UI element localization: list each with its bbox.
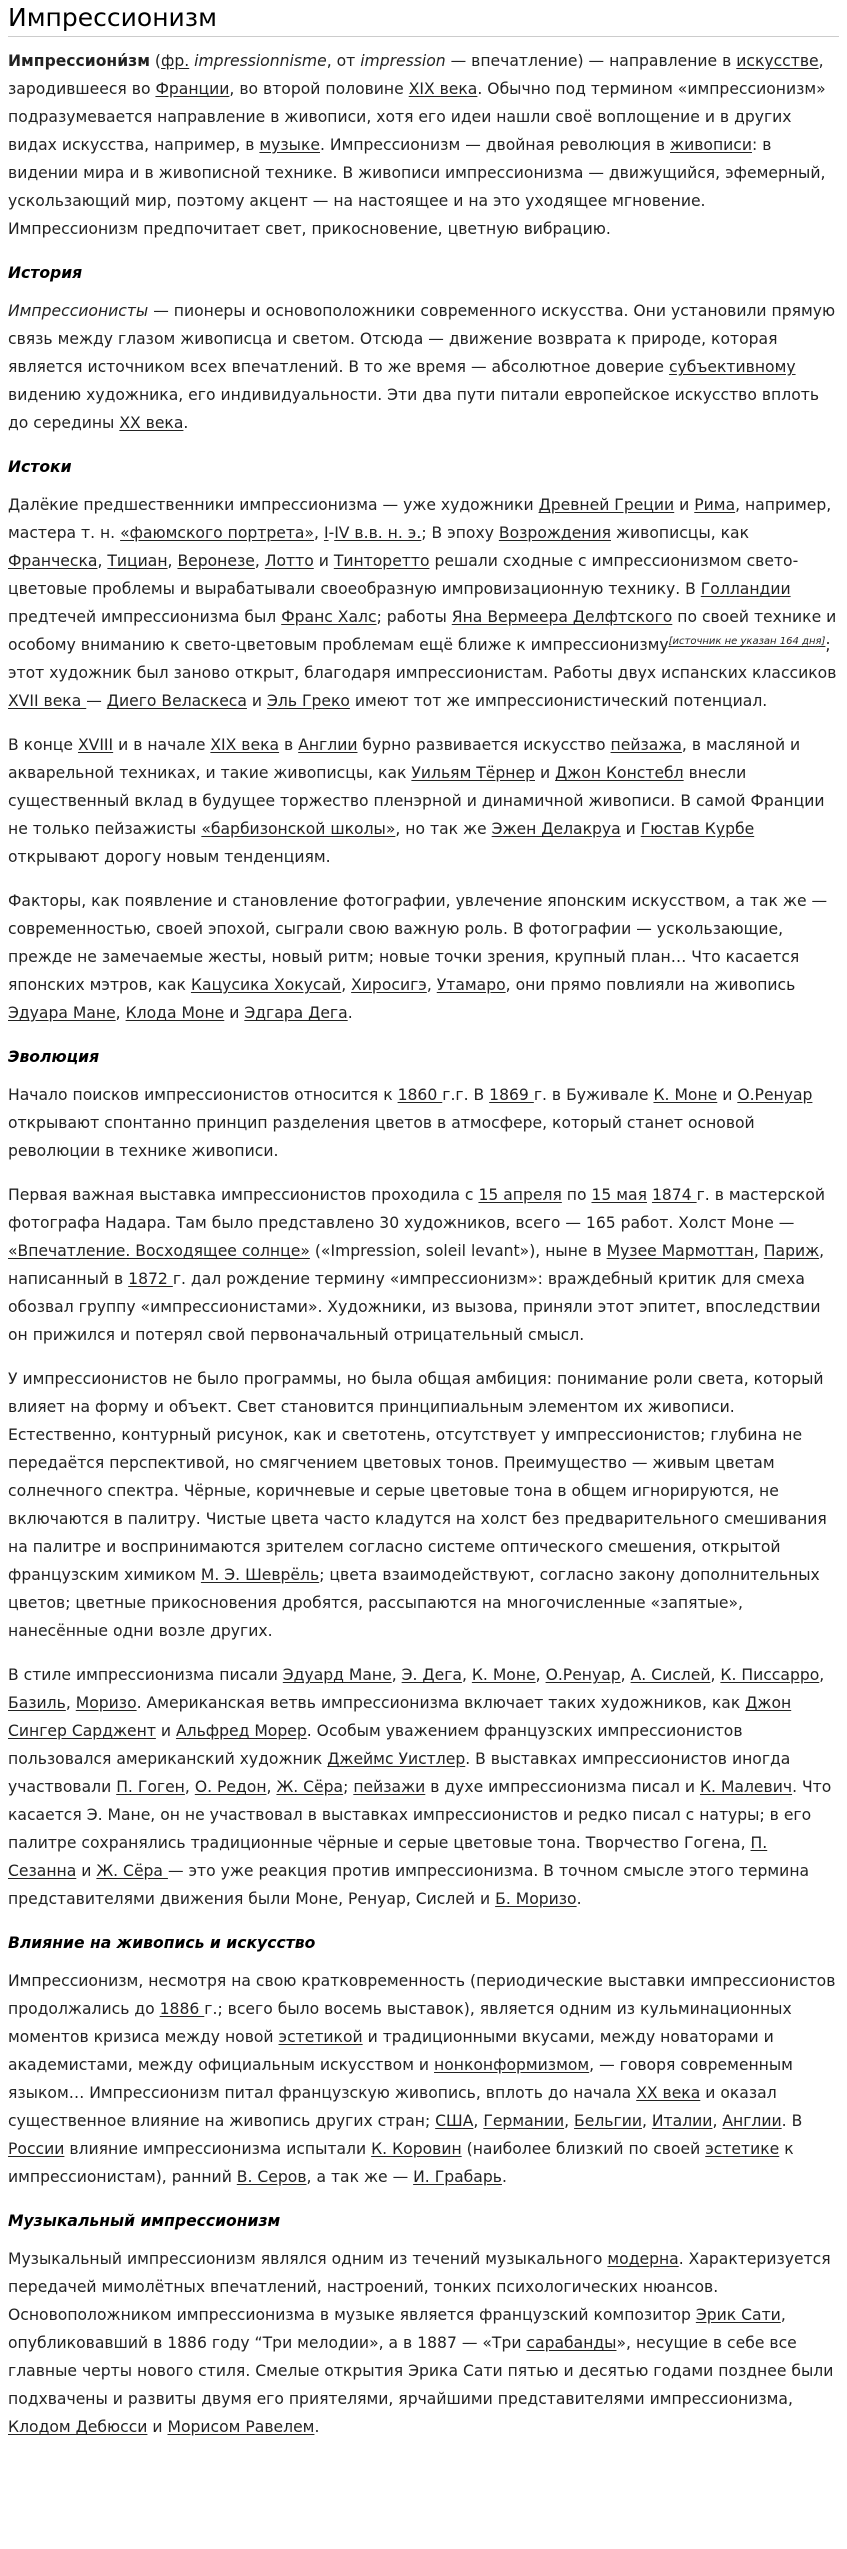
text-run: г. в Буживале [533,1086,654,1104]
text-run: , в масляной и акварельной техниках, и такие живописцы, как [8,736,801,782]
wiki-link[interactable]: Морисом Равелем [167,2418,315,2436]
text-run: - [328,524,335,542]
text-run: — это уже реакция против импрессионизма. В точном смысле этого термина представителями движения были Моне, Ренуар, Сислей и [8,1862,810,1908]
wiki-link[interactable]: Германии [483,2112,565,2130]
wiki-link[interactable]: Джон Сингер Сарджент [8,1694,792,1740]
section-heading: Влияние на живопись и искусство [8,1934,316,1952]
text-run: , [254,552,265,570]
text-run: живописцы, как [611,524,750,542]
text-run: г. дал рождение термину «импрессионизм»: враждебный критик для смеха обозвал группу «импрессионистами». Художники, из вызова, приняли этот эпитет, впоследствии он прижился и потерял свой первоначальный отрицательный смысл. [8,1270,821,1344]
wiki-link[interactable]: модерна [607,2250,679,2268]
text-run: по [561,1186,592,1204]
text-run: , [341,976,352,994]
text-run: . Что касается Э. Мане, он не участвовал в выставках импрессионистов и редко писал с натуры; в его палитре сохранялись традиционные чёрные и серые цветовые тона. Творчество Гогена, [8,1778,832,1852]
italic-term: impression [360,52,446,70]
text-run: , [65,1694,76,1712]
paragraph [8,491,839,715]
wiki-link[interactable]: Гюстав Курбе [640,820,755,838]
wiki-link[interactable]: фр. [161,52,190,70]
wiki-link[interactable]: России [8,2140,65,2158]
text-run: — [86,692,107,710]
text-run: , [167,552,178,570]
wiki-link[interactable]: Италии [651,2112,713,2130]
text-run: ( [149,52,161,70]
wiki-link[interactable]: Бельгии [574,2112,642,2130]
wiki-link[interactable]: XX века [636,2084,701,2102]
paragraph [8,1181,839,1349]
wiki-link[interactable]: Моризо [75,1694,137,1712]
text-run: », несущие в себе все главные черты нового стиля. Смелые открытия Эрика Сати пятью и десятью годами позднее были подхвачены и развиты двумя его приятелями, ярчайшими представителями импрессионизма, [8,2334,834,2408]
wiki-link[interactable]: Джеймс Уистлер [327,1750,466,1768]
text-run: , — говоря современным языком… Импрессионизм питал французскую живопись, вплоть до начала [8,2056,793,2102]
italic-term: Импрессионисты [8,302,149,320]
wiki-link[interactable]: Э. Дега [401,1666,462,1684]
text-run: и оказал существенное влияние на живопись других стран; [8,2084,777,2130]
wiki-link[interactable]: XIX века [210,736,280,754]
wiki-link[interactable]: Эжен Делакруа [491,820,621,838]
wiki-link[interactable]: Эдгара Дега [244,1004,348,1022]
text-run: и традиционными вкусами, между новаторами и академистами, между официальным искусством и [8,2028,774,2074]
wiki-link[interactable]: XVII века [8,692,87,710]
wiki-link[interactable]: XVIII [77,736,114,754]
wiki-link[interactable]: Эрик Сати [695,2306,781,2324]
page-title: Импрессионизм [8,2,839,37]
wiki-link[interactable]: Древней Греции [538,496,675,514]
wiki-link[interactable]: К. Коровин [371,2140,462,2158]
article-page [0,2,847,2441]
text-run: открывают дорогу новым тенденциям. [8,848,331,866]
text-run: , [97,552,108,570]
text-run: и [674,496,695,514]
wiki-link[interactable]: пейзажи [353,1778,426,1796]
text-run: г. в мастерской фотографа Надара. Там было представлено 30 художников, всего — 165 работ. Холст Моне — [8,1186,825,1232]
text-run: видению художника, его индивидуальности. Эти два пути питали европейское искусство вплоть до середины [8,386,820,432]
text-run: и [76,1862,97,1880]
wiki-link[interactable]: П. Сезанна [8,1834,768,1880]
wiki-link[interactable]: Джон Констебл [555,764,684,782]
wiki-link[interactable]: О.Ренуар [545,1666,621,1684]
wiki-link[interactable]: Альфред Морер [175,1722,307,1740]
text-run: , [620,1666,631,1684]
text-run: , [641,2112,652,2130]
wiki-link[interactable]: К. Писсарро [720,1666,820,1684]
wiki-link[interactable]: «Впечатление. Восходящее солнце» [8,1242,310,1260]
paragraph [8,297,839,437]
wiki-link[interactable]: Клодом Дебюсси [8,2418,148,2436]
wiki-link[interactable]: 1860 [397,1086,443,1104]
text-run: , от [326,52,361,70]
wiki-link[interactable]: Эдуара Мане [8,1004,116,1022]
wiki-link[interactable]: «фаюмского портрета» [120,524,315,542]
citation-needed-link[interactable]: [источник не указан 164 дня] [668,635,826,647]
text-run: . В [781,2112,803,2130]
text-run: влияние импрессионизма испытали [64,2140,372,2158]
text-run: . [347,1004,353,1022]
text-run: к импрессионистам), ранний [8,2140,794,2186]
wiki-link[interactable]: О. Редон [194,1778,267,1796]
section-heading: История [8,264,83,282]
wiki-link[interactable]: Эдуард Мане [282,1666,392,1684]
text-run: ; [343,1778,354,1796]
wiki-link[interactable]: пейзажа [610,736,682,754]
text-run: Факторы, как появление и становление фотографии, увлечение японским искусством, а так же — современностью, своей эпохой, сыграли свою важную роль. В фотографии — ускользающие, прежде не замечаемые жесты, новый ритм; новые точки зрения, крупный план… Что касается японских мэтров, как [8,892,828,994]
wiki-link[interactable]: 15 мая [591,1186,647,1204]
wiki-link[interactable]: Лотто [264,552,314,570]
wiki-link[interactable]: И. Грабарь [413,2168,502,2186]
text-run: решали сходные с импрессионизмом свето-цветовые проблемы и вырабатывали своеобразную импровизационную технику. В [8,552,799,598]
text-run: предтечей импрессионизма был [8,608,282,626]
wiki-link[interactable]: Хиросигэ [351,976,427,994]
text-run: . В выставках импрессионистов иногда участвовали [8,1750,791,1796]
wiki-link[interactable]: музыке [259,136,320,154]
text-run: В конце [8,736,78,754]
text-run: г.г. В [442,1086,490,1104]
wiki-link[interactable]: Тициан [107,552,168,570]
paragraph [8,1365,839,1645]
wiki-link[interactable]: 1869 [489,1086,534,1104]
text-run: , они прямо повлияли на живопись [505,976,796,994]
wiki-link[interactable]: сарабанды [526,2334,617,2352]
text-run: и [620,820,641,838]
text-run: . [501,2168,507,2186]
text-run: , во второй половине [229,80,409,98]
wiki-link[interactable]: Тинторетто [333,552,430,570]
text-run: . Обычно под термином «импрессионизм» подразумевается направление в живописи, хотя его идеи нашли своё воплощение и в других видах искусства, например, в [8,80,826,154]
wiki-link[interactable]: Ж. Сёра [96,1862,168,1880]
text-run: и [147,2418,168,2436]
wiki-link[interactable]: Англии [298,736,358,754]
wiki-link[interactable]: Музее Мармоттан [606,1242,754,1260]
wiki-link[interactable]: «барбизонской школы» [201,820,396,838]
wiki-link[interactable]: 1872 [128,1270,173,1288]
wiki-link[interactable]: искусстве [736,52,819,70]
wiki-link[interactable]: Уильям Тёрнер [411,764,535,782]
text-run: внесли существенный вклад в будущее торжество пленэрной и динамичной живописи. В самой Франции не только пейзажисты [8,764,825,838]
italic-term: impressionnisme [189,52,327,70]
paragraph [8,731,839,871]
text-run: г.; всего было восемь выставок), является одним из кульминационных моментов кризиса между новой [8,2000,792,2046]
text-run: , [391,1666,402,1684]
wiki-link[interactable]: 1886 [159,2000,205,2018]
text-run: , [473,2112,484,2130]
wiki-link[interactable]: 1874 [651,1186,697,1204]
text-run: . Особым уважением французских импрессионистов пользовался американский художник [8,1722,743,1768]
text-run: и [313,552,334,570]
text-run: , [564,2112,575,2130]
wiki-link[interactable]: М. Э. Шеврёль [200,1566,320,1584]
text-run: , например, мастера т. н. [8,496,832,542]
text-run: : в видении мира и в живописной технике. В живописи импрессионизма — движущийся, эфемерный, ускользающий мир, поэтому акцент — на настоящее и на это уходящее мгновение. Импрессионизм предпочитает свет, прикосновение, цветную вибрацию. [8,136,826,238]
wiki-link[interactable]: Франческа [8,552,98,570]
text-run: Музыкальный импрессионизм являлся одним из течений музыкального [8,2250,608,2268]
wiki-link[interactable]: 15 апреля [478,1186,562,1204]
wiki-link[interactable]: П. Гоген [116,1778,185,1796]
text-run: и [246,692,267,710]
text-run: в [279,736,299,754]
wiki-link[interactable]: I [323,524,329,542]
text-run: ; работы [376,608,452,626]
text-run: ; В эпоху [421,524,499,542]
text-run: , [712,2112,723,2130]
text-run: ; цвета взаимодействуют, согласно закону дополнительных цветов; цветные прикосновения дробятся, рассыпаются на многочисленные «запятые», нанесённые одни возле других. [8,1566,820,1640]
text-run: (наиболее близкий по своей [461,2140,706,2158]
paragraph [8,1081,839,1165]
wiki-link[interactable]: О.Ренуар [737,1086,813,1104]
wiki-link[interactable]: Эль Греко [267,692,350,710]
wiki-link[interactable]: Яна Вермеера Делфтского [451,608,673,626]
text-run: , опубликовавший в 1886 году “Три мелодии», а в 1887 — «Три [8,2306,786,2352]
text-run: , зародившееся во [8,52,824,98]
wiki-link[interactable]: Б. Моризо [495,1890,577,1908]
text-run: . [314,2418,320,2436]
wiki-link[interactable]: IV в.в. н. э. [334,524,422,542]
section-heading: Эволюция [8,1048,100,1066]
text-run: , [266,1778,277,1796]
wiki-link[interactable]: А. Сислей [630,1666,711,1684]
text-run: ; этот художник был заново открыт, благодаря импрессионистам. Работы двух испанских классиков [8,636,837,682]
text-run: и [535,764,556,782]
paragraph [8,2245,839,2441]
paragraph [8,1661,839,1913]
wiki-link[interactable]: XIX века [408,80,478,98]
wiki-link[interactable]: Голландии [700,580,791,598]
wiki-link[interactable]: Кацусика Хокусай [190,976,342,994]
text-run: — пионеры и основоположники современного искусства. Они установили прямую связь между глазом живописца и светом. Отсюда — движение возврата к природе, которая является источником всех впечатлений. В то же время — абсолютное доверие [8,302,836,376]
wiki-link[interactable]: К. Малевич [699,1778,793,1796]
wiki-link[interactable]: Клода Моне [125,1004,225,1022]
wiki-link[interactable]: XX века [119,414,184,432]
text-run: , [535,1666,546,1684]
wiki-link[interactable]: Рима [694,496,736,514]
text-run: и [224,1004,245,1022]
wiki-link[interactable]: субъективному [668,358,796,376]
text-run: . [183,414,189,432]
wiki-link[interactable]: К. Моне [471,1666,536,1684]
text-run: Первая важная выставка импрессионистов проходила с [8,1186,479,1204]
section-heading: Истоки [8,458,72,476]
text-run: . Характеризуется передачей мимолётных впечатлений, настроений, тонких психологических нюансов. Основоположником импрессионизма в музыке является французский композитор [8,2250,831,2324]
text-run: В стиле импрессионизма писали [8,1666,283,1684]
text-run: , написанный в [8,1242,825,1288]
citation-needed [669,636,826,647]
text-run: , [710,1666,721,1684]
wiki-link[interactable]: Англии [722,2112,782,2130]
wiki-link[interactable]: Франс Халс [281,608,377,626]
text-run: . [576,1890,582,1908]
wiki-link[interactable]: В. Серов [236,2168,307,2186]
text-run: , а так же — [306,2168,414,2186]
wiki-link[interactable]: Веронезе [177,552,255,570]
text-run: Импрессионизм, несмотря на свою кратковременность (периодические выставки импрессионистов продолжались до [8,1972,836,2018]
bold-term: Импрессиони́зм [8,52,150,70]
text-run: открывают спонтанно принцип разделения цветов в атмосфере, который станет основой революции в технике живописи. [8,1114,755,1160]
text-run: , [819,1666,825,1684]
text-run: , но так же [395,820,492,838]
text-run: Далёкие предшественники импрессионизма — уже художники [8,496,539,514]
wiki-link[interactable]: Утамаро [436,976,506,994]
text-run: , [184,1778,195,1796]
wiki-link[interactable]: Ж. Сёра [276,1778,344,1796]
text-run: , [426,976,437,994]
text-run: У импрессионистов не было программы, но была общая амбиция: понимание роли света, который влияет на форму и объект. Свет становится принципиальным элементом их живописи. Естественно, контурный рисунок, как и светотень, отсутствует у импрессионистов; глубина не передаётся перспективой, но смягчением цветовых тонов. Преимущество — живым цветам солнечного спектра. Чёрные, коричневые и серые цветовые тона в общем игнорируются, не включаются в палитру. Чистые цвета часто кладутся на холст без предварительного смешивания на палитре и воспринимаются зрителем согласно системе оптического смешения, открытой французским химиком [8,1370,827,1584]
text-run: Начало поисков импрессионистов относится к [8,1086,398,1104]
wiki-link[interactable]: эстетикой [278,2028,363,2046]
wiki-link[interactable]: Диего Веласкеса [106,692,247,710]
text-run: («Impression, soleil levant»), ныне в [309,1242,607,1260]
text-run: , [115,1004,126,1022]
article-body [8,47,839,2441]
text-run: , [314,524,324,542]
text-run: и [155,1722,176,1740]
text-run: имеют тот же импрессионистический потенциал. [349,692,768,710]
wiki-link[interactable]: К. Моне [653,1086,718,1104]
text-run: в духе импрессионизма писал и [425,1778,700,1796]
wiki-link[interactable]: эстетике [705,2140,780,2158]
wiki-link[interactable]: Париж [763,1242,820,1260]
paragraph [8,887,839,1027]
text-run: и в начале [113,736,211,754]
text-run: — впечатление) — направление в [445,52,737,70]
wiki-link[interactable]: нонконформизмом [434,2056,590,2074]
wiki-link[interactable]: Франции [155,80,230,98]
paragraph [8,1967,839,2191]
wiki-link[interactable]: Базиль [8,1694,66,1712]
text-run: по своей технике и особому вниманию к свето-цветовым проблемам ещё ближе к импрессионизму [8,608,837,654]
text-run: бурно развивается искусство [357,736,611,754]
wiki-link[interactable]: Возрождения [498,524,611,542]
text-run: и [717,1086,738,1104]
text-run: , [461,1666,472,1684]
wiki-link[interactable]: США [435,2112,474,2130]
wiki-link[interactable]: живописи [670,136,752,154]
text-run: . Импрессионизм — двойная революция в [320,136,671,154]
paragraph [8,47,839,243]
section-heading: Музыкальный импрессионизм [8,2212,281,2230]
text-run: . Американская ветвь импрессионизма включает таких художников, как [136,1694,746,1712]
text-run: , [753,1242,764,1260]
